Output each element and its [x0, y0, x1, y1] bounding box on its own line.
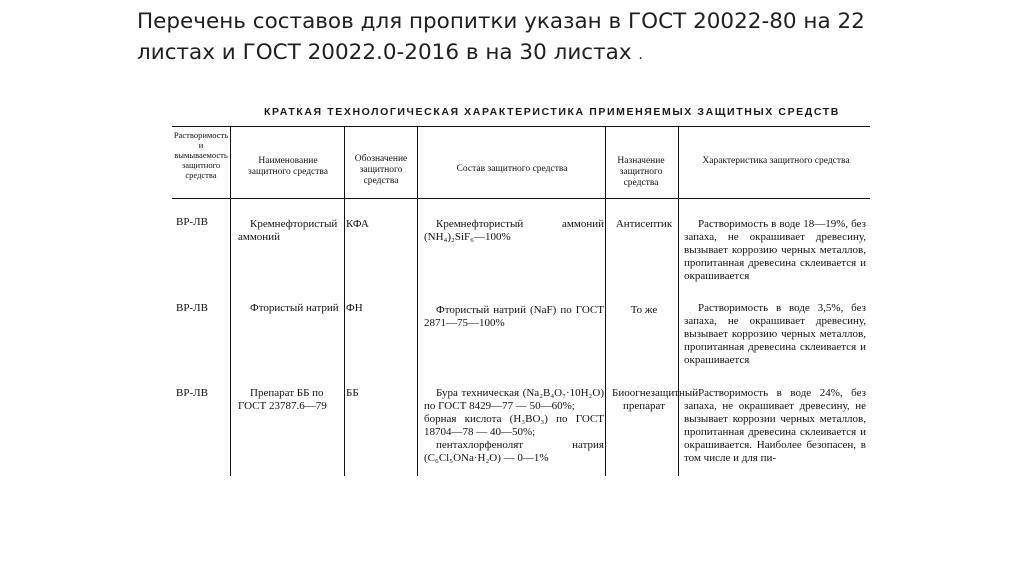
header-characteristic: Характеристика защитного средства [702, 156, 850, 166]
slide-title [137, 6, 897, 71]
table-top-rule [172, 126, 870, 127]
scanned-table [172, 100, 870, 476]
row1-characteristic: Растворимость в воде 18—19%, без запаха, не окрашивает древесину, вызывает коррозию черных металлов, пропитанная древесина склеивается и окрашивается [684, 218, 866, 282]
row3-composition-line: пентахлорфенолят натрия (C₆Cl₅ONa·H₂O) — 0—1% [424, 439, 604, 464]
table-caption: КРАТКАЯ ТЕХНОЛОГИЧЕСКАЯ ХАРАКТЕРИСТИКА ПРИМЕНЯЕМЫХ ЗАЩИТНЫХ СРЕДСТВ [264, 106, 840, 118]
col-divider [230, 127, 231, 476]
row1-name: Кремнефтористый аммоний [238, 218, 338, 243]
row3-characteristic: Растворимость в воде 24%, без запаха, не окрашивает древесину, не вызывает коррозии черных металлов, пропитанная древесина склеивается и окрашивается. Наиболее безопасен, в том числе и для пи- [684, 387, 866, 464]
row1-purpose: Антисептик [615, 218, 673, 230]
slide-title-text: Перечень составов для пропитки указан в ГОСТ 20022-80 на 22 листах и ГОСТ 20022.0-2016 в на 30 листах [137, 9, 865, 65]
row3-composition-line: борная кислота (H₃BO₃) по ГОСТ 18704—78 — 40—50%; [424, 413, 604, 438]
col-divider [417, 127, 418, 476]
row1-code: КФА [346, 218, 369, 230]
row1-composition: Кремнефтористый аммоний (NH₄)₂SiF₆—100% [424, 218, 604, 243]
row2-composition: Фтористый натрий (NaF) по ГОСТ 2871—75—100% [424, 304, 604, 329]
row2-solubility: ВР-ЛВ [176, 302, 208, 314]
header-code: Обозначение защитного средства [354, 154, 408, 186]
header-purpose: Назначение защитного средства [617, 156, 665, 188]
row2-name: Фтористый натрий [250, 302, 339, 314]
row2-purpose: То же [630, 304, 658, 316]
row3-composition [424, 387, 604, 465]
header-name: Наименование защитного средства [248, 156, 328, 177]
header-solubility: Растворимость и вымываемость защитного средства [173, 130, 229, 180]
table-header-rule [172, 198, 870, 199]
row2-characteristic: Растворимость в воде 3,5%, без запаха, не окрашивает древесину, вызывает коррозию черных металлов, пропитанная древесина склеивается и окрашивается [684, 302, 866, 366]
slide-title-suffix: . [638, 47, 643, 63]
row3-composition-line: Бура техническая (Na₂B₄O₇·10H₂O) по ГОСТ 8429—77 — 50—60%; [424, 387, 604, 412]
row3-solubility: ВР-ЛВ [176, 387, 208, 399]
row3-name: Препарат ББ по ГОСТ 23787.6—79 [238, 387, 327, 412]
header-composition: Состав защитного средства [456, 164, 568, 174]
row1-solubility: ВР-ЛВ [176, 216, 208, 228]
row3-purpose: Биоогнезащитный препарат [612, 387, 699, 412]
row3-code: ББ [346, 387, 359, 399]
row2-code: ФН [346, 302, 363, 314]
